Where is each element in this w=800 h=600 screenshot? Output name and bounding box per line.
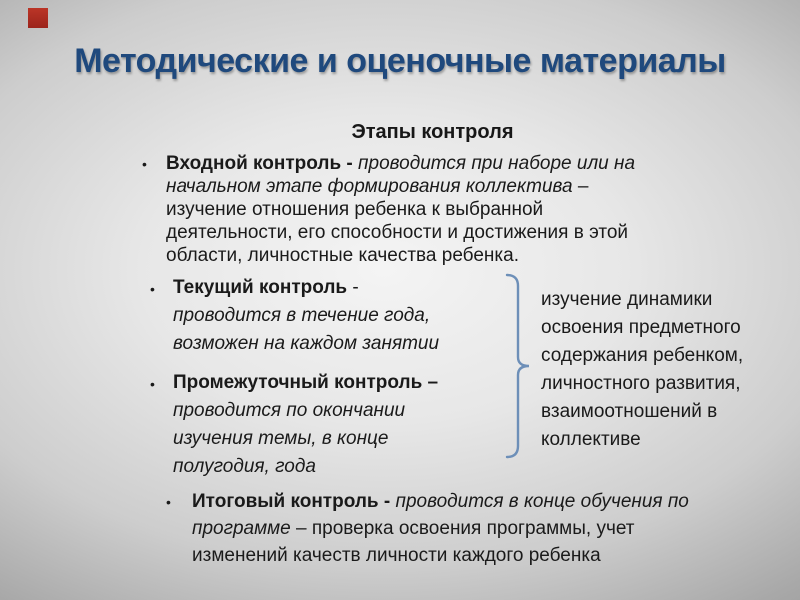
curly-brace-icon <box>501 271 533 461</box>
final-control-definition: проводится в конце обучения по программе <box>192 491 689 539</box>
current-control-dash: - <box>352 277 359 298</box>
bullet-current-text <box>173 274 468 358</box>
accent-square-decoration <box>28 8 48 28</box>
final-control-term: Итоговый контроль - <box>192 491 391 512</box>
bullet-icon: • <box>150 376 155 392</box>
bullet-final-text <box>192 488 701 569</box>
current-control-term: Текущий контроль <box>173 277 348 298</box>
entry-control-description: – изучение отношения ребенка к выбранной деятельности, его способности и достижения в этой области, личностные качества ребенка. <box>166 176 629 266</box>
bullet-entry-control <box>142 152 657 267</box>
bullet-intermediate-control <box>150 369 480 481</box>
bullet-intermediate-text <box>173 369 468 481</box>
bullet-final-control <box>166 488 701 569</box>
slide-title: Методические и оценочные материалы <box>74 42 726 80</box>
entry-control-definition: проводится при наборе или на начальном этапе формирования коллектива <box>166 153 636 197</box>
entry-control-term: Входной контроль - <box>166 153 353 174</box>
middle-bullets-column <box>150 274 480 492</box>
final-control-description: – проверка освоения программы, учет изменений качеств личности каждого ребенка <box>192 518 635 566</box>
current-control-definition: проводится в течение года, возможен на каждом занятии <box>173 305 440 354</box>
intermediate-control-term: Промежуточный контроль – <box>173 372 439 393</box>
bullet-icon: • <box>142 156 147 172</box>
bullet-icon: • <box>150 281 155 297</box>
bullet-icon: • <box>166 494 171 510</box>
intermediate-control-definition: проводится по окончании изучения темы, в конце полугодия, года <box>173 400 406 477</box>
brace-annotation-text: изучение динамики освоения предметного содержания ребенком, личностного развития, взаимоотношений в коллективе <box>541 289 744 450</box>
section-heading: Этапы контроля <box>351 121 514 143</box>
bullet-current-control <box>150 274 480 358</box>
bullet-entry-text <box>166 152 657 267</box>
